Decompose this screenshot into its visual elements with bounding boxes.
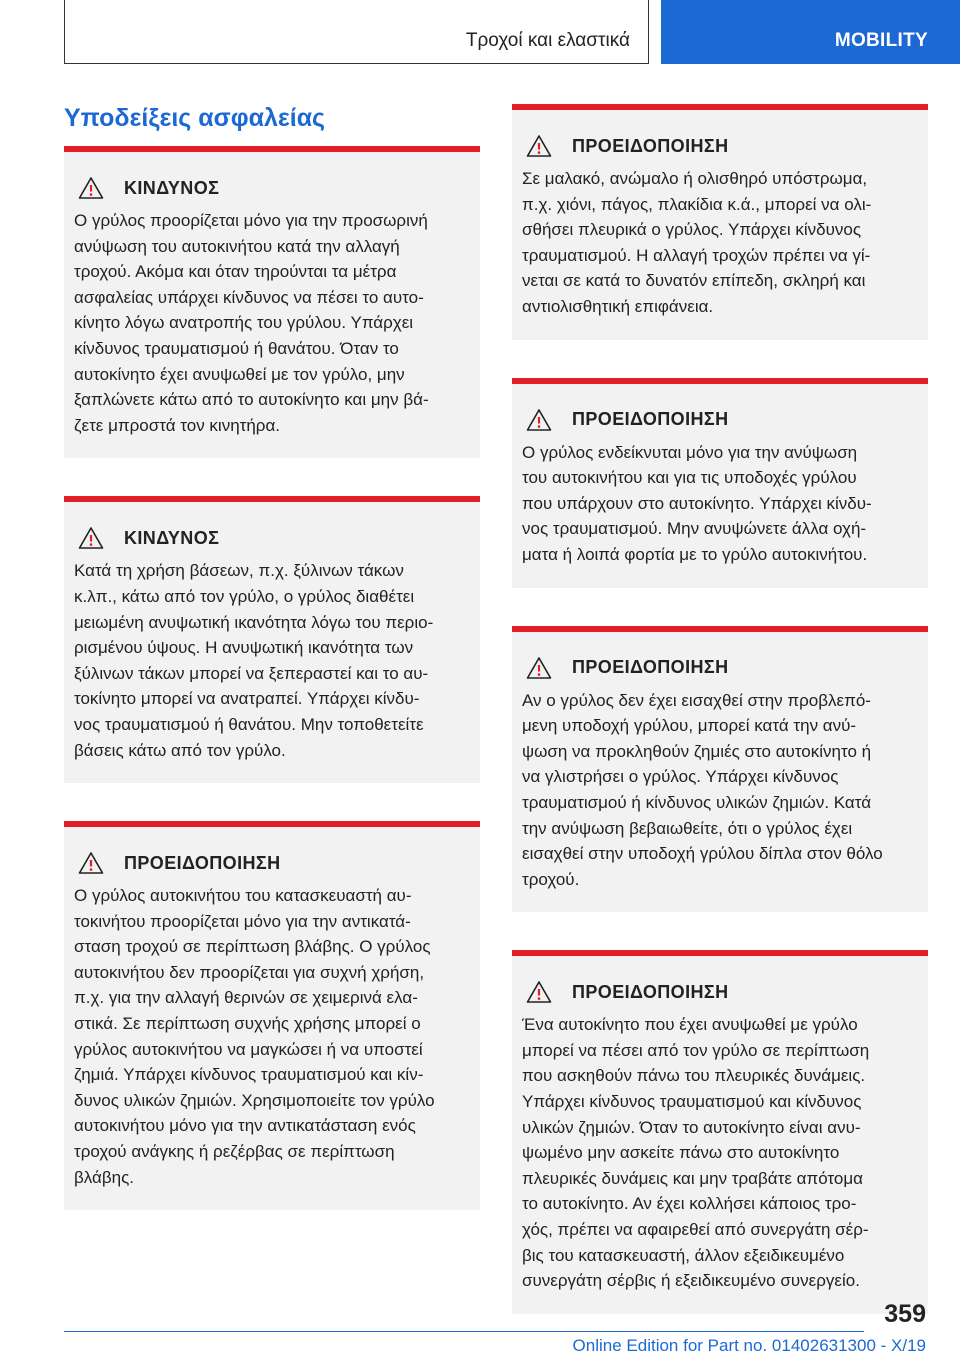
text-line: βις του κατασκευαστή, άλλον εξειδικευμένο	[522, 1245, 845, 1265]
warning-box-text	[74, 208, 468, 438]
text-line: σταση τροχού σε περίπτωση βλάβης. Ο γρύλος	[74, 937, 431, 957]
right-column	[512, 104, 928, 1352]
text-line: πλευρικές δυνάμεις και μην τραβάτε απότομα	[522, 1168, 863, 1188]
warning-box-2	[64, 496, 480, 783]
text-line: να γλιστρήσει ο γρύλος. Υπάρχει κίνδυνος	[522, 767, 839, 787]
warning-box-1	[64, 146, 480, 458]
text-line: ζετε μπροστά τον κινητήρα.	[74, 415, 281, 435]
text-line: το αυτοκίνητο. Αν έχει κολλήσει κάποιος τρο-	[522, 1194, 857, 1214]
text-line: υλικών ζημιών. Όταν το αυτοκίνητο είναι ανυ-	[522, 1117, 861, 1137]
footer-edition-text: Online Edition for Part no. 01402631300 - X/19	[572, 1336, 926, 1355]
text-line: κίνδυνος τραυματισμού ή θανάτου. Όταν το	[74, 338, 399, 358]
section-tab-label: MOBILITY	[834, 30, 928, 51]
text-line: Υπάρχει κίνδυνος τραυματισμού και κίνδυνος	[522, 1092, 862, 1112]
warning-box-text	[74, 558, 468, 763]
warning-box-5	[512, 378, 928, 588]
text-line: σθήσει πλευρικά ο γρύλος. Υπάρχει κίνδυνος	[522, 220, 862, 240]
text-line: νος τραυματισμού. Μην ανυψώνετε άλλα οχή-	[522, 519, 867, 539]
header-chapter-frame	[64, 0, 649, 64]
warning-box-header	[522, 656, 916, 680]
warning-triangle-icon	[526, 408, 552, 432]
text-line: που ασκηθούν πάνω του πλευρικές δυνάμεις.	[522, 1066, 866, 1086]
warning-box-title: ΠΡΟΕΙΔΟΠΟΙΗΣΗ	[572, 657, 729, 678]
page-number: 359	[884, 1300, 926, 1328]
text-line: ψωμένο μην ασκείτε πάνω στο αυτοκίνητο	[522, 1143, 840, 1163]
text-line: που υπάρχουν στο αυτοκίνητο. Υπάρχει κίνδυ-	[522, 493, 872, 513]
warning-box-header	[74, 176, 468, 200]
warning-box-title: ΚΙΝΔΥΝΟΣ	[124, 527, 220, 548]
text-line: ασφαλείας υπάρχει κίνδυνος να πέσει το αυτο-	[74, 287, 424, 307]
warning-box-title: ΠΡΟΕΙΔΟΠΟΙΗΣΗ	[572, 135, 729, 156]
text-line: τοκινήτου προορίζεται μόνο για την αντικατά-	[74, 911, 411, 931]
header-chapter-title: Τροχοί και ελαστικά	[465, 30, 630, 51]
warning-box-header	[522, 134, 916, 158]
text-line: αυτοκινήτου μόνο για την αντικατάσταση ενός	[74, 1116, 416, 1136]
text-line: Σε μαλακό, ανώμαλο ή ολισθηρό υπόστρωμα,	[522, 169, 868, 188]
text-line: τροχού.	[522, 869, 580, 889]
warning-triangle-icon	[78, 176, 104, 200]
warning-box-7	[512, 950, 928, 1314]
warning-triangle-icon	[526, 134, 552, 158]
text-line: αντιολισθητική επιφάνεια.	[522, 296, 714, 316]
section-title: Υποδείξεις ασφαλείας	[64, 104, 326, 132]
text-line: μειωμένη ανυψωτική ικανότητα λόγω του περιο-	[74, 612, 434, 632]
text-line: τροχού ανάγκης ή ρεζέρβας σε περίπτωση	[74, 1142, 395, 1162]
text-line: ζημιά. Υπάρχει κίνδυνος τραυματισμού και κίν-	[74, 1065, 424, 1085]
text-line: τοκίνητο μπορεί να ανατραπεί. Υπάρχει κίνδυ-	[74, 689, 420, 709]
text-line: μπορεί να πέσει από τον γρύλο σε περίπτωση	[522, 1040, 870, 1060]
text-line: π.χ. για την αλλαγή θερινών σε χειμερινά ελα-	[74, 988, 418, 1008]
text-line: βλάβης.	[74, 1167, 134, 1187]
warning-box-text	[522, 166, 916, 320]
warning-box-text	[522, 688, 916, 893]
text-line: την ανύψωση βεβαιωθείτε, ότι ο γρύλος έχει	[522, 818, 853, 838]
text-line: εισαχθεί στην υποδοχή γρύλου δίπλα στον θόλο	[522, 844, 883, 864]
text-line: π.χ. χιόνι, πάγος, πλακίδια κ.ά., μπορεί να ολι-	[522, 194, 872, 214]
text-line: Ο γρύλος προορίζεται μόνο για την προσωρινή	[74, 211, 428, 230]
text-line: νος τραυματισμού ή θανάτου. Μην τοποθετείτε	[74, 714, 424, 734]
text-line: αυτοκίνητο έχει ανυψωθεί με τον γρύλο, μην	[74, 364, 405, 384]
text-line: Ο γρύλος ενδείκνυται μόνο για την ανύψωση	[522, 442, 858, 462]
warning-box-text	[74, 883, 468, 1190]
warning-box-3	[64, 821, 480, 1210]
text-line: βάσεις κάτω από τον γρύλο.	[74, 740, 286, 760]
text-line: ξαπλώνετε κάτω από το αυτοκίνητο και μην βά-	[74, 390, 429, 410]
text-line: Αν ο γρύλος δεν έχει εισαχθεί στην προβλεπό-	[522, 690, 871, 710]
text-line: του αυτοκινήτου και για τις υποδοχές γρύλου	[522, 468, 857, 488]
warning-box-6	[512, 626, 928, 913]
text-line: νεται σε κατά το δυνατόν επίπεδη, σκληρή και	[522, 271, 866, 291]
warning-box-header	[74, 851, 468, 875]
text-line: τραυματισμού ή κίνδυνος υλικών ζημιών. Κατά	[522, 792, 872, 812]
warning-triangle-icon	[526, 656, 552, 680]
text-line: γρύλος αυτοκινήτου να μαγκώσει ή να υποστεί	[74, 1039, 423, 1059]
text-line: μενη υποδοχή γρύλου, μπορεί κατά την ανύ-	[522, 716, 857, 736]
text-line: Ο γρύλος αυτοκινήτου του κατασκευαστή αυ-	[74, 886, 412, 906]
warning-box-title: ΠΡΟΕΙΔΟΠΟΙΗΣΗ	[572, 981, 729, 1002]
section-tab-mobility[interactable]	[661, 0, 960, 64]
text-line: τραυματισμού. Η αλλαγή τροχών πρέπει να γί-	[522, 245, 871, 265]
text-line: Ένα αυτοκίνητο που έχει ανυψωθεί με γρύλο	[522, 1015, 858, 1035]
warning-box-text	[522, 1012, 916, 1294]
text-line: Κατά τη χρήση βάσεων, π.χ. ξύλινων τάκων	[74, 561, 404, 581]
text-line: χός, πρέπει να αφαιρεθεί από συνεργάτη σέρ-	[522, 1220, 869, 1240]
warning-box-title: ΚΙΝΔΥΝΟΣ	[124, 177, 220, 198]
text-line: ξύλινων τάκων μπορεί να ξεπεραστεί και το αυ-	[74, 663, 429, 683]
text-line: κ.λπ., κάτω από τον γρύλο, ο γρύλος διαθέτει	[74, 586, 415, 606]
warning-box-title: ΠΡΟΕΙΔΟΠΟΙΗΣΗ	[572, 409, 729, 430]
text-line: αυτοκινήτου δεν προορίζεται για συχνή χρήση,	[74, 962, 425, 982]
text-line: δυνος υλικών ζημιών. Χρησιμοποιείτε τον γρύλο	[74, 1090, 435, 1110]
warning-box-header	[522, 408, 916, 432]
text-line: συνεργάτη σέρβις ή εξειδικευμένο συνεργείο.	[522, 1271, 860, 1291]
warning-box-header	[522, 980, 916, 1004]
text-line: στικά. Σε περίπτωση συχνής χρήσης μπορεί ο	[74, 1014, 421, 1034]
text-line: ψωση να προκληθούν ζημιές στο αυτοκίνητο ή	[522, 741, 872, 761]
warning-box-text	[522, 440, 916, 568]
text-line: κίνητο λόγω ανατροπής του γρύλου. Υπάρχει	[74, 313, 414, 333]
warning-triangle-icon	[78, 526, 104, 550]
text-line: τροχού. Ακόμα και όταν τηρούνται τα μέτρα	[74, 262, 397, 282]
text-line: ματα ή λοιπά φορτία με το γρύλο αυτοκινήτου.	[522, 544, 868, 564]
left-column	[64, 146, 480, 1248]
text-line: ρισμένου ύψους. Η ανυψωτική ικανότητα των	[74, 638, 414, 658]
warning-box-4	[512, 104, 928, 340]
warning-triangle-icon	[526, 980, 552, 1004]
warning-box-header	[74, 526, 468, 550]
text-line: ανύψωση του αυτοκινήτου κατά την αλλαγή	[74, 236, 400, 256]
warning-box-title: ΠΡΟΕΙΔΟΠΟΙΗΣΗ	[124, 852, 281, 873]
warning-triangle-icon	[78, 851, 104, 875]
footer-divider	[64, 1331, 864, 1332]
